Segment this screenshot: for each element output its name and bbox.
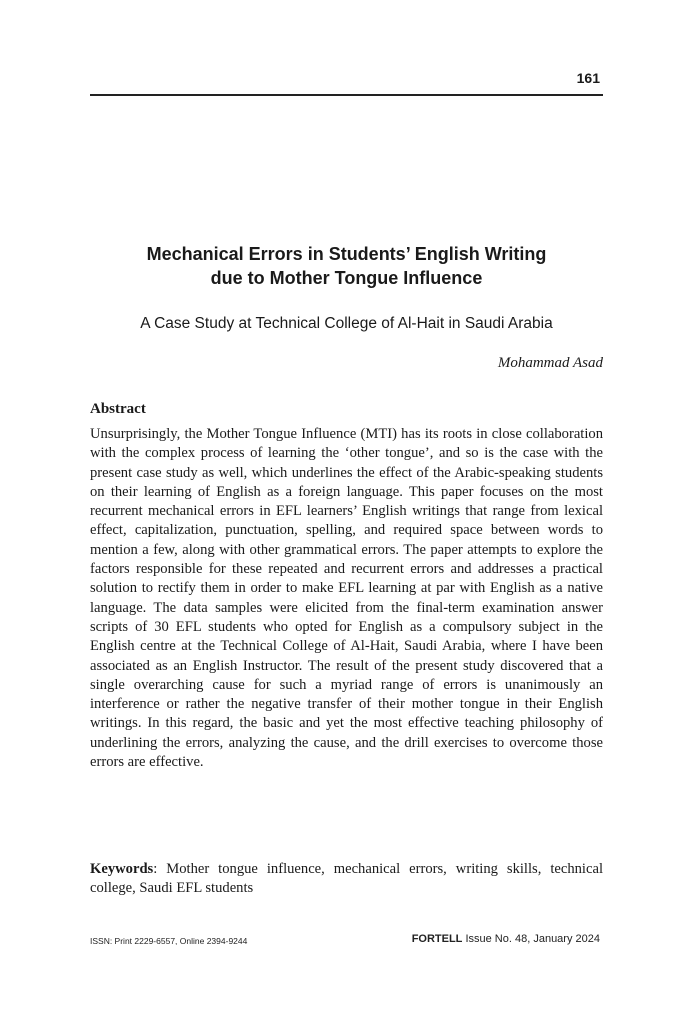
abstract-heading: Abstract xyxy=(90,401,146,417)
abstract-body: Unsurprisingly, the Mother Tongue Influence (MTI) has its roots in close collaboration with the complex process of learning the ‘other tongue’, and so is the case with the present case study as well, which underlines the effect of the Arabic-speaking students on their learning of English as a foreign language. This paper focuses on the most recurrent mechanical errors in EFL learners’ English writings that range from lexical effect, capitalization, punctuation, spelling, and required space between words to mention a few, along with other grammatical errors. The paper attempts to explore the factors responsible for these repeated and recurrent errors and addresses a practical solution to rectify them in order to make EFL learning at par with English as a native language. The data samples were elicited from the final-term examination answer scripts of 30 EFL students who opted for English as a compulsory subject in the English centre at the Technical College of Al-Hait, Saudi Arabia, where I have been associated as an English Instructor. The result of the present study discovered that a single overarching cause for such a myriad range of errors is unanimously an interference or rather the negative transfer of their mother tongue in their English writings. In this regard, the basic and yet the most effective teaching philosophy of underlining the errors, analyzing the cause, and the drill exercises to overcome those errors are effective. xyxy=(90,426,603,771)
article-title xyxy=(90,242,603,290)
footer-issn: ISSN: Print 2229-6557, Online 2394-9244 xyxy=(90,936,248,946)
header-rule xyxy=(90,94,603,96)
article-subtitle: A Case Study at Technical College of Al-Hait in Saudi Arabia xyxy=(140,315,553,332)
page-number: 161 xyxy=(576,70,600,86)
author-name: Mohammad Asad xyxy=(497,355,603,371)
keywords-text: : Mother tongue influence, mechanical errors, writing skills, technical college, Saudi EFL students xyxy=(90,861,603,897)
keywords xyxy=(90,860,603,899)
article-title-line-1: Mechanical Errors in Students’ English Writing xyxy=(146,244,547,264)
article-title-line-2: due to Mother Tongue Influence xyxy=(210,268,483,288)
footer-journal xyxy=(412,933,600,945)
journal-name: FORTELL xyxy=(411,933,463,945)
journal-issue: Issue No. 48, January 2024 xyxy=(462,933,600,945)
keywords-label: Keywords xyxy=(90,861,154,877)
